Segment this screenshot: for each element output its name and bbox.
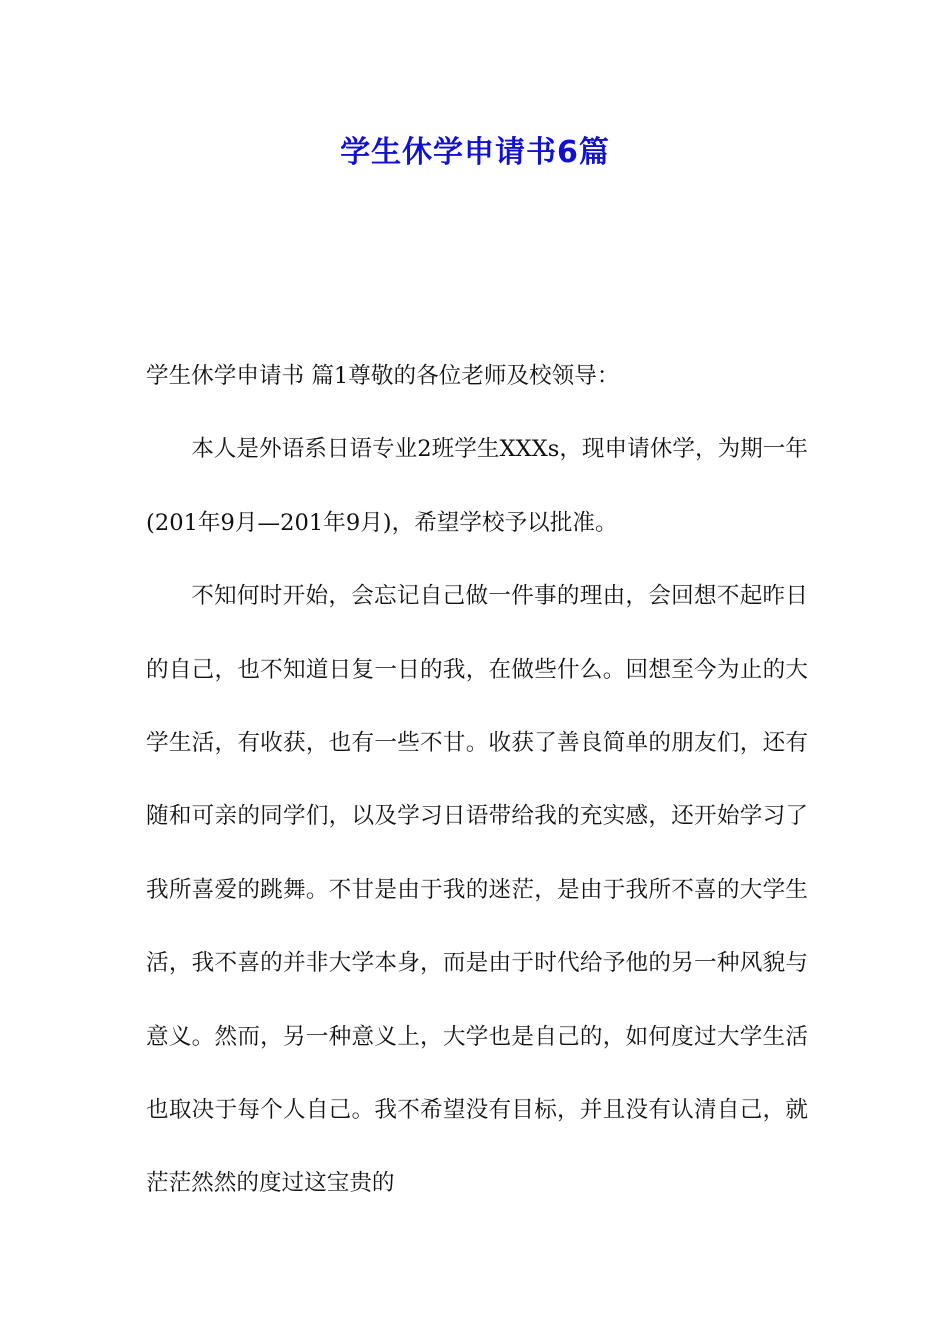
paragraph-salutation: 学生休学申请书 篇1尊敬的各位老师及校领导： — [146, 363, 620, 389]
paragraph-reflection: 不知何时开始，会忘记自己做一件事的理由，会回想不起昨日的自己，也不知道日复一日的我，在做些什么。回想至今为止的大学生活，有收获，也有一些不甘。收获了善良简单的朋友们，还有随和可亲的同学们，以及学习日语带给我的充实感，还开始学习了我所喜爱的跳舞。不甘是由于我的迷茫，是由于我所不喜的大学生活，我不喜的并非大学本身，而是由于时代给予他的另一种风貌与意义。然而，另一种意义上，大学也是自己的，如何度过大学生活也取决于每个人自己。我不希望没有目标，并且没有认清自己，就茫茫然然的度过这宝贵的 — [146, 583, 808, 1197]
document-title: 学生休学申请书6篇 — [340, 135, 610, 170]
document-body — [146, 340, 808, 1221]
paragraph-request: 本人是外语系日语专业2班学生XXXs，现申请休学，为期一年(201年9月—201年9月)，希望学校予以批准。 — [146, 436, 808, 536]
